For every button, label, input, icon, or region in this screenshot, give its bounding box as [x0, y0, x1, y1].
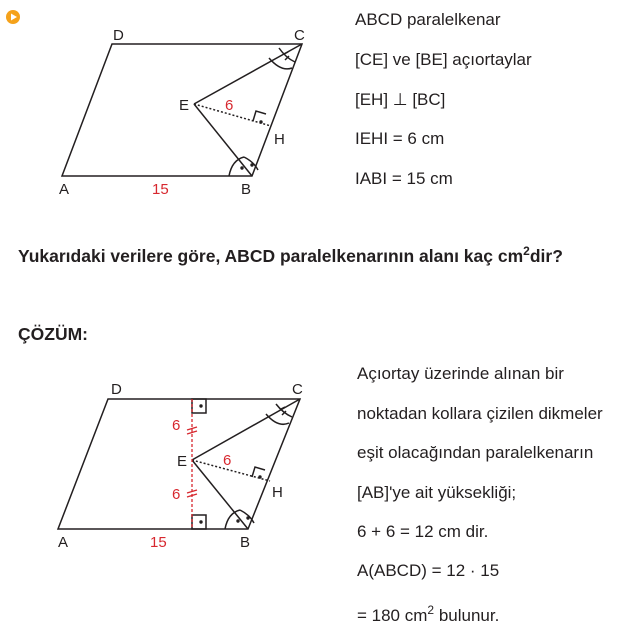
vertex-label-a: A [59, 181, 70, 198]
solution-line: A(ABCD) = 12 · 15 [357, 561, 500, 580]
solution-result: = 180 $cm^2$ bulunur. [357, 603, 500, 625]
solution-line: eşit olacağından paralelkenarın [357, 443, 594, 462]
bisector-be [192, 460, 248, 529]
vertex-label-c: C [294, 27, 305, 44]
right-angle-mark-top [192, 399, 206, 413]
solution-heading: ÇÖZÜM: [18, 324, 88, 344]
given-line: IEHI = 6 cm [355, 129, 445, 148]
parallelogram-figure [0, 0, 340, 210]
given-line: [EH] ⊥ [BC] [355, 90, 446, 109]
vertex-label-h: H [274, 131, 285, 148]
given-line: ABCD paralelkenar [355, 10, 501, 29]
bisector-be [194, 104, 252, 176]
vertex-label-d: D [113, 27, 124, 44]
vertex-label-d: D [111, 381, 122, 398]
upper-height-label: 6 [172, 417, 181, 434]
eh-length-label: 6 [225, 97, 234, 114]
solution-line: 6 + 6 = 12 cm dir. [357, 522, 489, 541]
vertex-label-b: B [240, 534, 251, 551]
given-line: [CE] ve [BE] açıortaylar [355, 50, 532, 69]
solution-line: [AB]'ye ait yüksekliği; [357, 483, 517, 502]
vertex-label-e: E [177, 453, 188, 470]
given-line: IABI = 15 cm [355, 169, 453, 188]
vertex-label-e: E [179, 97, 190, 114]
vertex-label-h: H [272, 484, 283, 501]
lower-height-label: 6 [172, 486, 181, 503]
right-angle-mark-bottom [192, 515, 206, 529]
vertex-label-b: B [241, 181, 252, 198]
solution-figure [0, 360, 340, 560]
vertex-label-c: C [292, 381, 303, 398]
question-text: Yukarıdaki verilere göre, ABCD paralelkenarının alanı kaç $cm^2dir$? [18, 244, 563, 266]
solution-line: Açıortay üzerinde alınan bir [357, 364, 564, 383]
ab-length-label: 15 [150, 534, 167, 551]
ab-length-label: 15 [152, 181, 169, 198]
right-angle-mark [253, 111, 266, 121]
eh-length-label: 6 [223, 452, 232, 469]
vertex-label-a: A [58, 534, 69, 551]
solution-line: noktadan kollara çizilen dikmeler [357, 404, 603, 423]
